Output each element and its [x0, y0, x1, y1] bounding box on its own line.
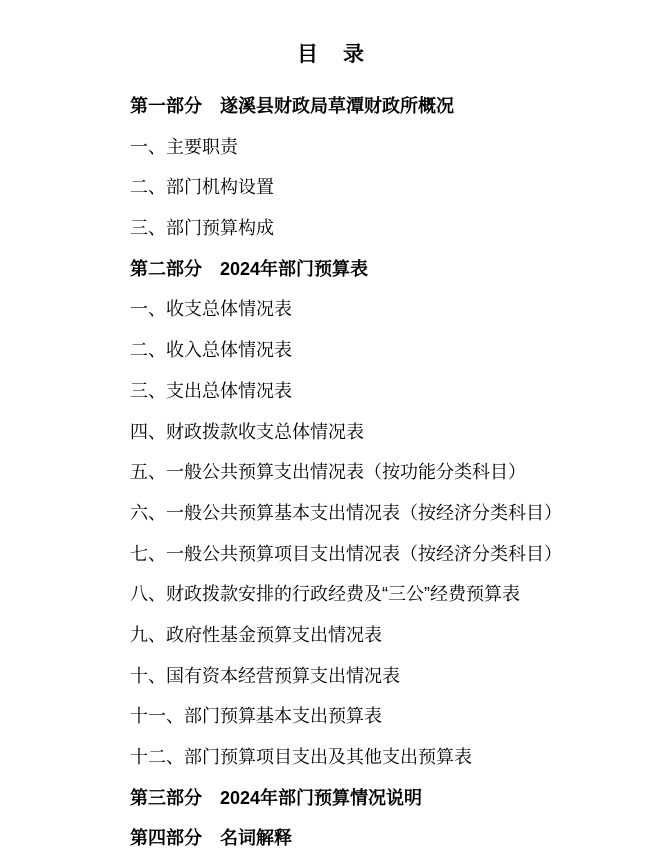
toc-item: 六、一般公共预算基本支出情况表（按经济分类科目） — [130, 502, 562, 523]
toc-item: 十、国有资本经营预算支出情况表 — [130, 665, 400, 686]
toc-item: 三、支出总体情况表 — [130, 380, 292, 401]
toc-item: 二、收入总体情况表 — [130, 340, 292, 361]
toc-item: 八、财政拨款安排的行政经费及“三公”经费预算表 — [130, 584, 520, 605]
toc-item: 四、财政拨款收支总体情况表 — [130, 421, 364, 442]
toc-item: 七、一般公共预算项目支出情况表（按经济分类科目） — [130, 543, 562, 564]
toc-item: 一、收支总体情况表 — [130, 299, 292, 320]
toc-section-heading: 第三部分 2024年部门预算情况说明 — [130, 787, 423, 808]
toc-item: 十一、部门预算基本支出预算表 — [130, 706, 382, 727]
toc-item: 十二、部门预算项目支出及其他支出预算表 — [130, 747, 472, 767]
toc-item: 九、政府性基金预算支出情况表 — [130, 624, 382, 645]
toc-item: 五、一般公共预算支出情况表（按功能分类科目） — [130, 462, 526, 483]
toc-item: 二、部门机构设置 — [130, 177, 274, 198]
toc-item: 一、主要职责 — [130, 136, 238, 157]
toc-section-heading: 第一部分 遂溪县财政局草潭财政所概况 — [130, 96, 454, 116]
toc-section-heading: 第二部分 2024年部门预算表 — [130, 258, 369, 279]
toc-item: 三、部门预算构成 — [130, 218, 274, 239]
toc-list — [0, 86, 663, 859]
toc-section-heading: 第四部分 名词解释 — [130, 828, 292, 849]
document-title: 目 录 — [297, 43, 366, 66]
